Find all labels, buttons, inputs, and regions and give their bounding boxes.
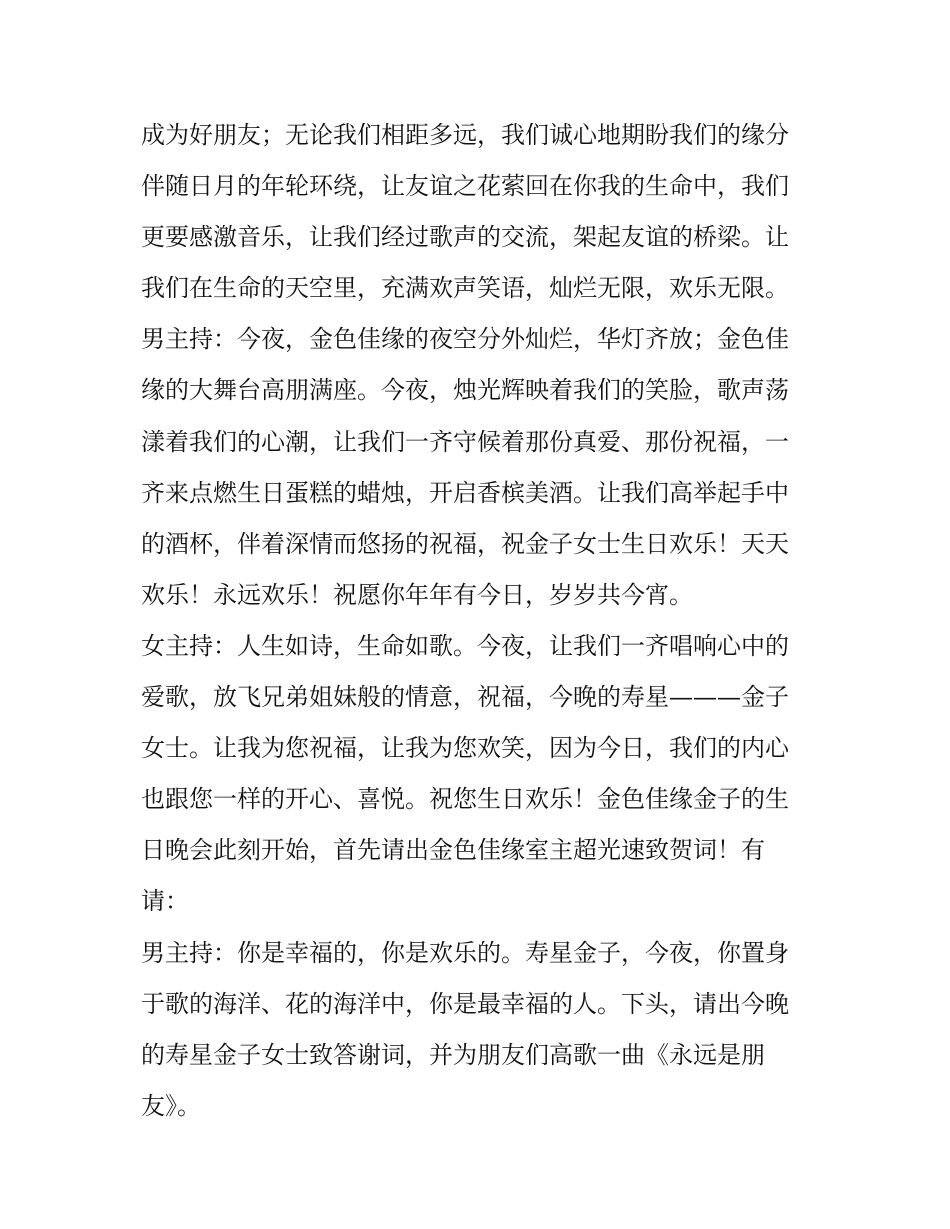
text-line: 友》。 xyxy=(141,1091,201,1120)
text-line: 齐来点燃生日蛋糕的蜡烛，开启香槟美酒。让我们高举起手中 xyxy=(141,478,789,507)
text-line: 缘的大舞台高朋满座。今夜，烛光辉映着我们的笑脸，歌声荡 xyxy=(141,376,789,405)
text-line: 男主持：今夜，金色佳缘的夜空分外灿烂，华灯齐放；金色佳 xyxy=(141,325,789,354)
text-line: 男主持：你是幸福的，你是欢乐的。寿星金子，今夜，你置身 xyxy=(141,938,789,967)
text-line: 更要感激音乐，让我们经过歌声的交流，架起友谊的桥梁。让 xyxy=(141,223,789,252)
text-line: 日晚会此刻开始，首先请出金色佳缘室主超光速致贺词！有 xyxy=(141,836,765,865)
text-line: 的寿星金子女士致答谢词，并为朋友们高歌一曲《永远是朋 xyxy=(141,1040,765,1069)
text-line: 也跟您一样的开心、喜悦。祝您生日欢乐！金色佳缘金子的生 xyxy=(141,785,789,814)
text-line: 我们在生命的天空里，充满欢声笑语，灿烂无限，欢乐无限。 xyxy=(141,274,789,303)
text-line: 成为好朋友；无论我们相距多远，我们诚心地期盼我们的缘分 xyxy=(141,121,789,149)
text-line: 欢乐！永远欢乐！祝愿你年年有今日，岁岁共今宵。 xyxy=(141,580,693,609)
text-line: 伴随日月的年轮环绕，让友谊之花萦回在你我的生命中，我们 xyxy=(141,172,789,201)
text-line: 的酒杯，伴着深情而悠扬的祝福，祝金子女士生日欢乐！天天 xyxy=(141,529,789,558)
text-line: 爱歌，放飞兄弟姐妹般的情意，祝福，今晚的寿星———金子 xyxy=(141,683,789,712)
body-text xyxy=(141,110,821,1132)
text-line: 漾着我们的心潮，让我们一齐守候着那份真爱、那份祝福，一 xyxy=(141,427,789,456)
text-line: 女士。让我为您祝福，让我为您欢笑，因为今日，我们的内心 xyxy=(141,734,789,763)
text-line: 请： xyxy=(141,887,189,916)
text-line: 于歌的海洋、花的海洋中，你是最幸福的人。下头，请出今晚 xyxy=(141,989,789,1018)
text-line: 女主持：人生如诗，生命如歌。今夜，让我们一齐唱响心中的 xyxy=(141,631,789,660)
